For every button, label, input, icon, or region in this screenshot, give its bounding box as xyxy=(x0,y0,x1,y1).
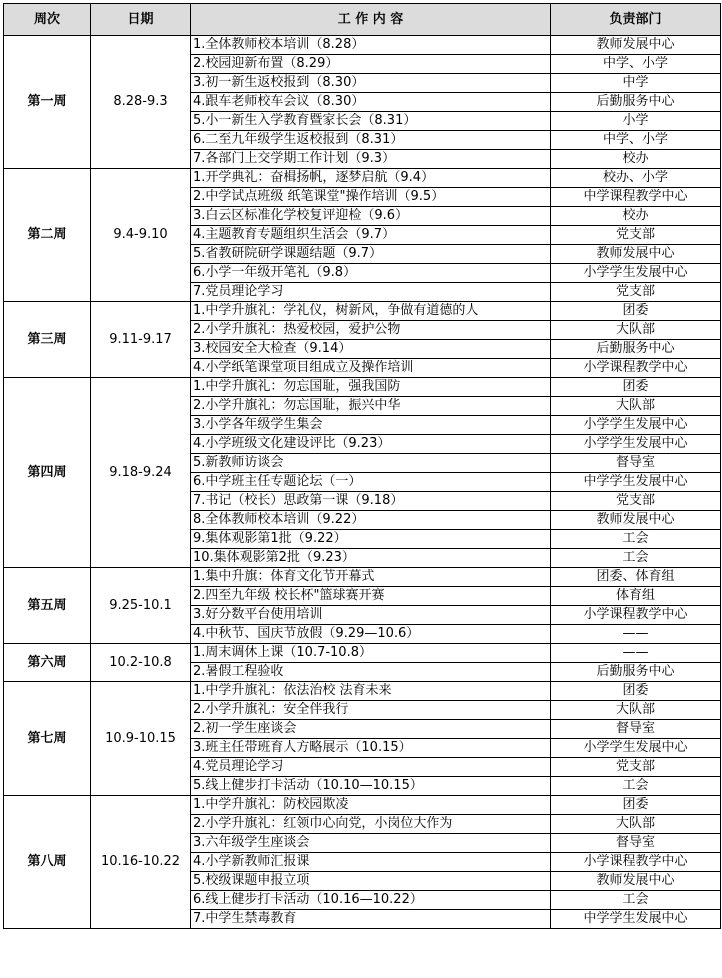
dept-cell[interactable]: 教师发展中心 xyxy=(551,872,721,891)
week-cell[interactable]: 第八周 xyxy=(4,796,91,929)
header-week[interactable]: 周次 xyxy=(4,4,91,36)
dept-cell[interactable]: 小学学生发展中心 xyxy=(551,264,721,283)
task-cell[interactable]: 5.校级课题申报立项 xyxy=(191,872,551,891)
schedule-body xyxy=(4,36,721,929)
table-row xyxy=(4,378,721,397)
header-row xyxy=(4,4,721,36)
task-cell[interactable]: 2.小学升旗礼：安全伴我行 xyxy=(191,701,551,720)
dept-cell[interactable]: 小学课程教学中心 xyxy=(551,359,721,378)
task-cell[interactable]: 2.校园迎新布置（8.29） xyxy=(191,55,551,74)
task-cell[interactable]: 3.小学各年级学生集会 xyxy=(191,416,551,435)
dept-cell[interactable]: 小学 xyxy=(551,112,721,131)
task-cell[interactable]: 7.中学生禁毒教育 xyxy=(191,910,551,929)
dept-cell[interactable]: 中学学生发展中心 xyxy=(551,910,721,929)
table-row xyxy=(4,36,721,55)
dept-cell[interactable]: 小学课程教学中心 xyxy=(551,853,721,872)
task-cell[interactable]: 3.校园安全大检查（9.14） xyxy=(191,340,551,359)
task-cell[interactable]: 2.四至九年级 校长杯"篮球赛开赛 xyxy=(191,587,551,606)
dept-cell[interactable]: 小学学生发展中心 xyxy=(551,739,721,758)
task-cell[interactable]: 3.班主任带班育人方略展示（10.15） xyxy=(191,739,551,758)
task-cell[interactable]: 4.小学纸笔课堂项目组成立及操作培训 xyxy=(191,359,551,378)
dept-cell[interactable]: 团委 xyxy=(551,796,721,815)
dept-cell[interactable]: 小学学生发展中心 xyxy=(551,435,721,454)
week-cell[interactable]: 第三周 xyxy=(4,302,91,378)
week-cell[interactable]: 第五周 xyxy=(4,568,91,644)
dept-cell[interactable]: 党支部 xyxy=(551,283,721,302)
dept-cell[interactable]: 督导室 xyxy=(551,720,721,739)
dept-cell[interactable]: 团委 xyxy=(551,378,721,397)
task-cell[interactable]: 2.小学升旗礼：勿忘国耻，振兴中华 xyxy=(191,397,551,416)
task-cell[interactable]: 1.集中升旗：体育文化节开幕式 xyxy=(191,568,551,587)
dept-cell[interactable]: 工会 xyxy=(551,777,721,796)
task-cell[interactable]: 9.集体观影第1批（9.22） xyxy=(191,530,551,549)
dept-cell[interactable]: 工会 xyxy=(551,549,721,568)
dept-cell[interactable]: 校办 xyxy=(551,207,721,226)
week-cell[interactable]: 第一周 xyxy=(4,36,91,169)
week-cell[interactable]: 第四周 xyxy=(4,378,91,568)
dept-cell[interactable]: —— xyxy=(551,625,721,644)
dept-cell[interactable]: 小学学生发展中心 xyxy=(551,416,721,435)
date-cell[interactable]: 10.16-10.22 xyxy=(91,796,191,929)
task-cell[interactable]: 3.六年级学生座谈会 xyxy=(191,834,551,853)
task-cell[interactable]: 8.全体教师校本培训（9.22） xyxy=(191,511,551,530)
task-cell[interactable]: 2.小学升旗礼：红领巾心向党，小岗位大作为 xyxy=(191,815,551,834)
dept-cell[interactable]: 后勤服务中心 xyxy=(551,93,721,112)
dept-cell[interactable]: 大队部 xyxy=(551,815,721,834)
task-cell[interactable]: 2.初一学生座谈会 xyxy=(191,720,551,739)
task-cell[interactable]: 1.中学升旗礼：防校园欺凌 xyxy=(191,796,551,815)
task-cell[interactable]: 4.党员理论学习 xyxy=(191,758,551,777)
task-cell[interactable]: 4.主题教育专题组织生活会（9.7） xyxy=(191,226,551,245)
task-cell[interactable]: 2.小学升旗礼：热爱校园，爱护公物 xyxy=(191,321,551,340)
task-cell[interactable]: 4.中秋节、国庆节放假（9.29—10.6） xyxy=(191,625,551,644)
dept-cell[interactable]: 教师发展中心 xyxy=(551,245,721,264)
schedule-table xyxy=(3,3,721,929)
header-dept[interactable]: 负责部门 xyxy=(551,4,721,36)
dept-cell[interactable]: 后勤服务中心 xyxy=(551,663,721,682)
task-cell[interactable]: 5.线上健步打卡活动（10.10—10.15） xyxy=(191,777,551,796)
table-row xyxy=(4,302,721,321)
task-cell[interactable]: 6.二至九年级学生返校报到（8.31） xyxy=(191,131,551,150)
dept-cell[interactable]: 团委、体育组 xyxy=(551,568,721,587)
task-cell[interactable]: 4.小学班级文化建设评比（9.23） xyxy=(191,435,551,454)
task-cell[interactable]: 1.中学升旗礼：依法治校 法育未来 xyxy=(191,682,551,701)
dept-cell[interactable]: 中学、小学 xyxy=(551,131,721,150)
task-cell[interactable]: 1.开学典礼：奋楫扬帆，逐梦启航（9.4） xyxy=(191,169,551,188)
dept-cell[interactable]: 团委 xyxy=(551,302,721,321)
dept-cell[interactable]: 党支部 xyxy=(551,226,721,245)
task-cell[interactable]: 5.新教师访谈会 xyxy=(191,454,551,473)
dept-cell[interactable]: 后勤服务中心 xyxy=(551,340,721,359)
dept-cell[interactable]: 团委 xyxy=(551,682,721,701)
task-cell[interactable]: 5.省教研院研学课题结题（9.7） xyxy=(191,245,551,264)
task-cell[interactable]: 10.集体观影第2批（9.23） xyxy=(191,549,551,568)
table-row xyxy=(4,568,721,587)
dept-cell[interactable]: 督导室 xyxy=(551,834,721,853)
week-cell[interactable]: 第六周 xyxy=(4,644,91,682)
dept-cell[interactable]: 中学课程教学中心 xyxy=(551,188,721,207)
date-cell[interactable]: 10.9-10.15 xyxy=(91,682,191,796)
dept-cell[interactable]: 教师发展中心 xyxy=(551,511,721,530)
task-cell[interactable]: 4.跟车老师校车会议（8.30） xyxy=(191,93,551,112)
task-cell[interactable]: 3.初一新生返校报到（8.30） xyxy=(191,74,551,93)
table-row xyxy=(4,796,721,815)
dept-cell[interactable]: 工会 xyxy=(551,530,721,549)
dept-cell[interactable]: 大队部 xyxy=(551,397,721,416)
week-cell[interactable]: 第七周 xyxy=(4,682,91,796)
dept-cell[interactable]: 党支部 xyxy=(551,758,721,777)
dept-cell[interactable]: 党支部 xyxy=(551,492,721,511)
dept-cell[interactable]: 大队部 xyxy=(551,701,721,720)
dept-cell[interactable]: 中学、小学 xyxy=(551,55,721,74)
dept-cell[interactable]: 督导室 xyxy=(551,454,721,473)
task-cell[interactable]: 7.党员理论学习 xyxy=(191,283,551,302)
task-cell[interactable]: 1.中学升旗礼：勿忘国耻，强我国防 xyxy=(191,378,551,397)
task-cell[interactable]: 3.白云区标准化学校复评迎检（9.6） xyxy=(191,207,551,226)
date-cell[interactable]: 9.18-9.24 xyxy=(91,378,191,568)
header-date[interactable]: 日期 xyxy=(91,4,191,36)
dept-cell[interactable]: —— xyxy=(551,644,721,663)
dept-cell[interactable]: 体育组 xyxy=(551,587,721,606)
task-cell[interactable]: 7.书记（校长）思政第一课（9.18） xyxy=(191,492,551,511)
dept-cell[interactable]: 校办、小学 xyxy=(551,169,721,188)
dept-cell[interactable]: 中学学生发展中心 xyxy=(551,473,721,492)
task-cell[interactable]: 6.线上健步打卡活动（10.16—10.22） xyxy=(191,891,551,910)
week-cell[interactable]: 第二周 xyxy=(4,169,91,302)
task-cell[interactable]: 5.小一新生入学教育暨家长会（8.31） xyxy=(191,112,551,131)
header-content[interactable]: 工 作 内 容 xyxy=(191,4,551,36)
date-cell[interactable]: 9.25-10.1 xyxy=(91,568,191,644)
task-cell[interactable]: 6.小学一年级开笔礼（9.8） xyxy=(191,264,551,283)
dept-cell[interactable]: 教师发展中心 xyxy=(551,36,721,55)
date-cell[interactable]: 9.4-9.10 xyxy=(91,169,191,302)
task-cell[interactable]: 7.各部门上交学期工作计划（9.3） xyxy=(191,150,551,169)
table-row xyxy=(4,169,721,188)
task-cell[interactable]: 6.中学班主任专题论坛（一） xyxy=(191,473,551,492)
dept-cell[interactable]: 中学 xyxy=(551,74,721,93)
date-cell[interactable]: 9.11-9.17 xyxy=(91,302,191,378)
task-cell[interactable]: 1.周末调休上课（10.7-10.8） xyxy=(191,644,551,663)
table-row xyxy=(4,644,721,663)
task-cell[interactable]: 2.中学试点班级 纸笔课堂"操作培训（9.5） xyxy=(191,188,551,207)
task-cell[interactable]: 1.中学升旗礼：学礼仪，树新风，争做有道德的人 xyxy=(191,302,551,321)
date-cell[interactable]: 8.28-9.3 xyxy=(91,36,191,169)
dept-cell[interactable]: 大队部 xyxy=(551,321,721,340)
task-cell[interactable]: 3.好分数平台使用培训 xyxy=(191,606,551,625)
date-cell[interactable]: 10.2-10.8 xyxy=(91,644,191,682)
table-row xyxy=(4,682,721,701)
task-cell[interactable]: 4.小学新教师汇报课 xyxy=(191,853,551,872)
task-cell[interactable]: 1.全体教师校本培训（8.28） xyxy=(191,36,551,55)
dept-cell[interactable]: 工会 xyxy=(551,891,721,910)
dept-cell[interactable]: 校办 xyxy=(551,150,721,169)
dept-cell[interactable]: 小学课程教学中心 xyxy=(551,606,721,625)
task-cell[interactable]: 2.暑假工程验收 xyxy=(191,663,551,682)
